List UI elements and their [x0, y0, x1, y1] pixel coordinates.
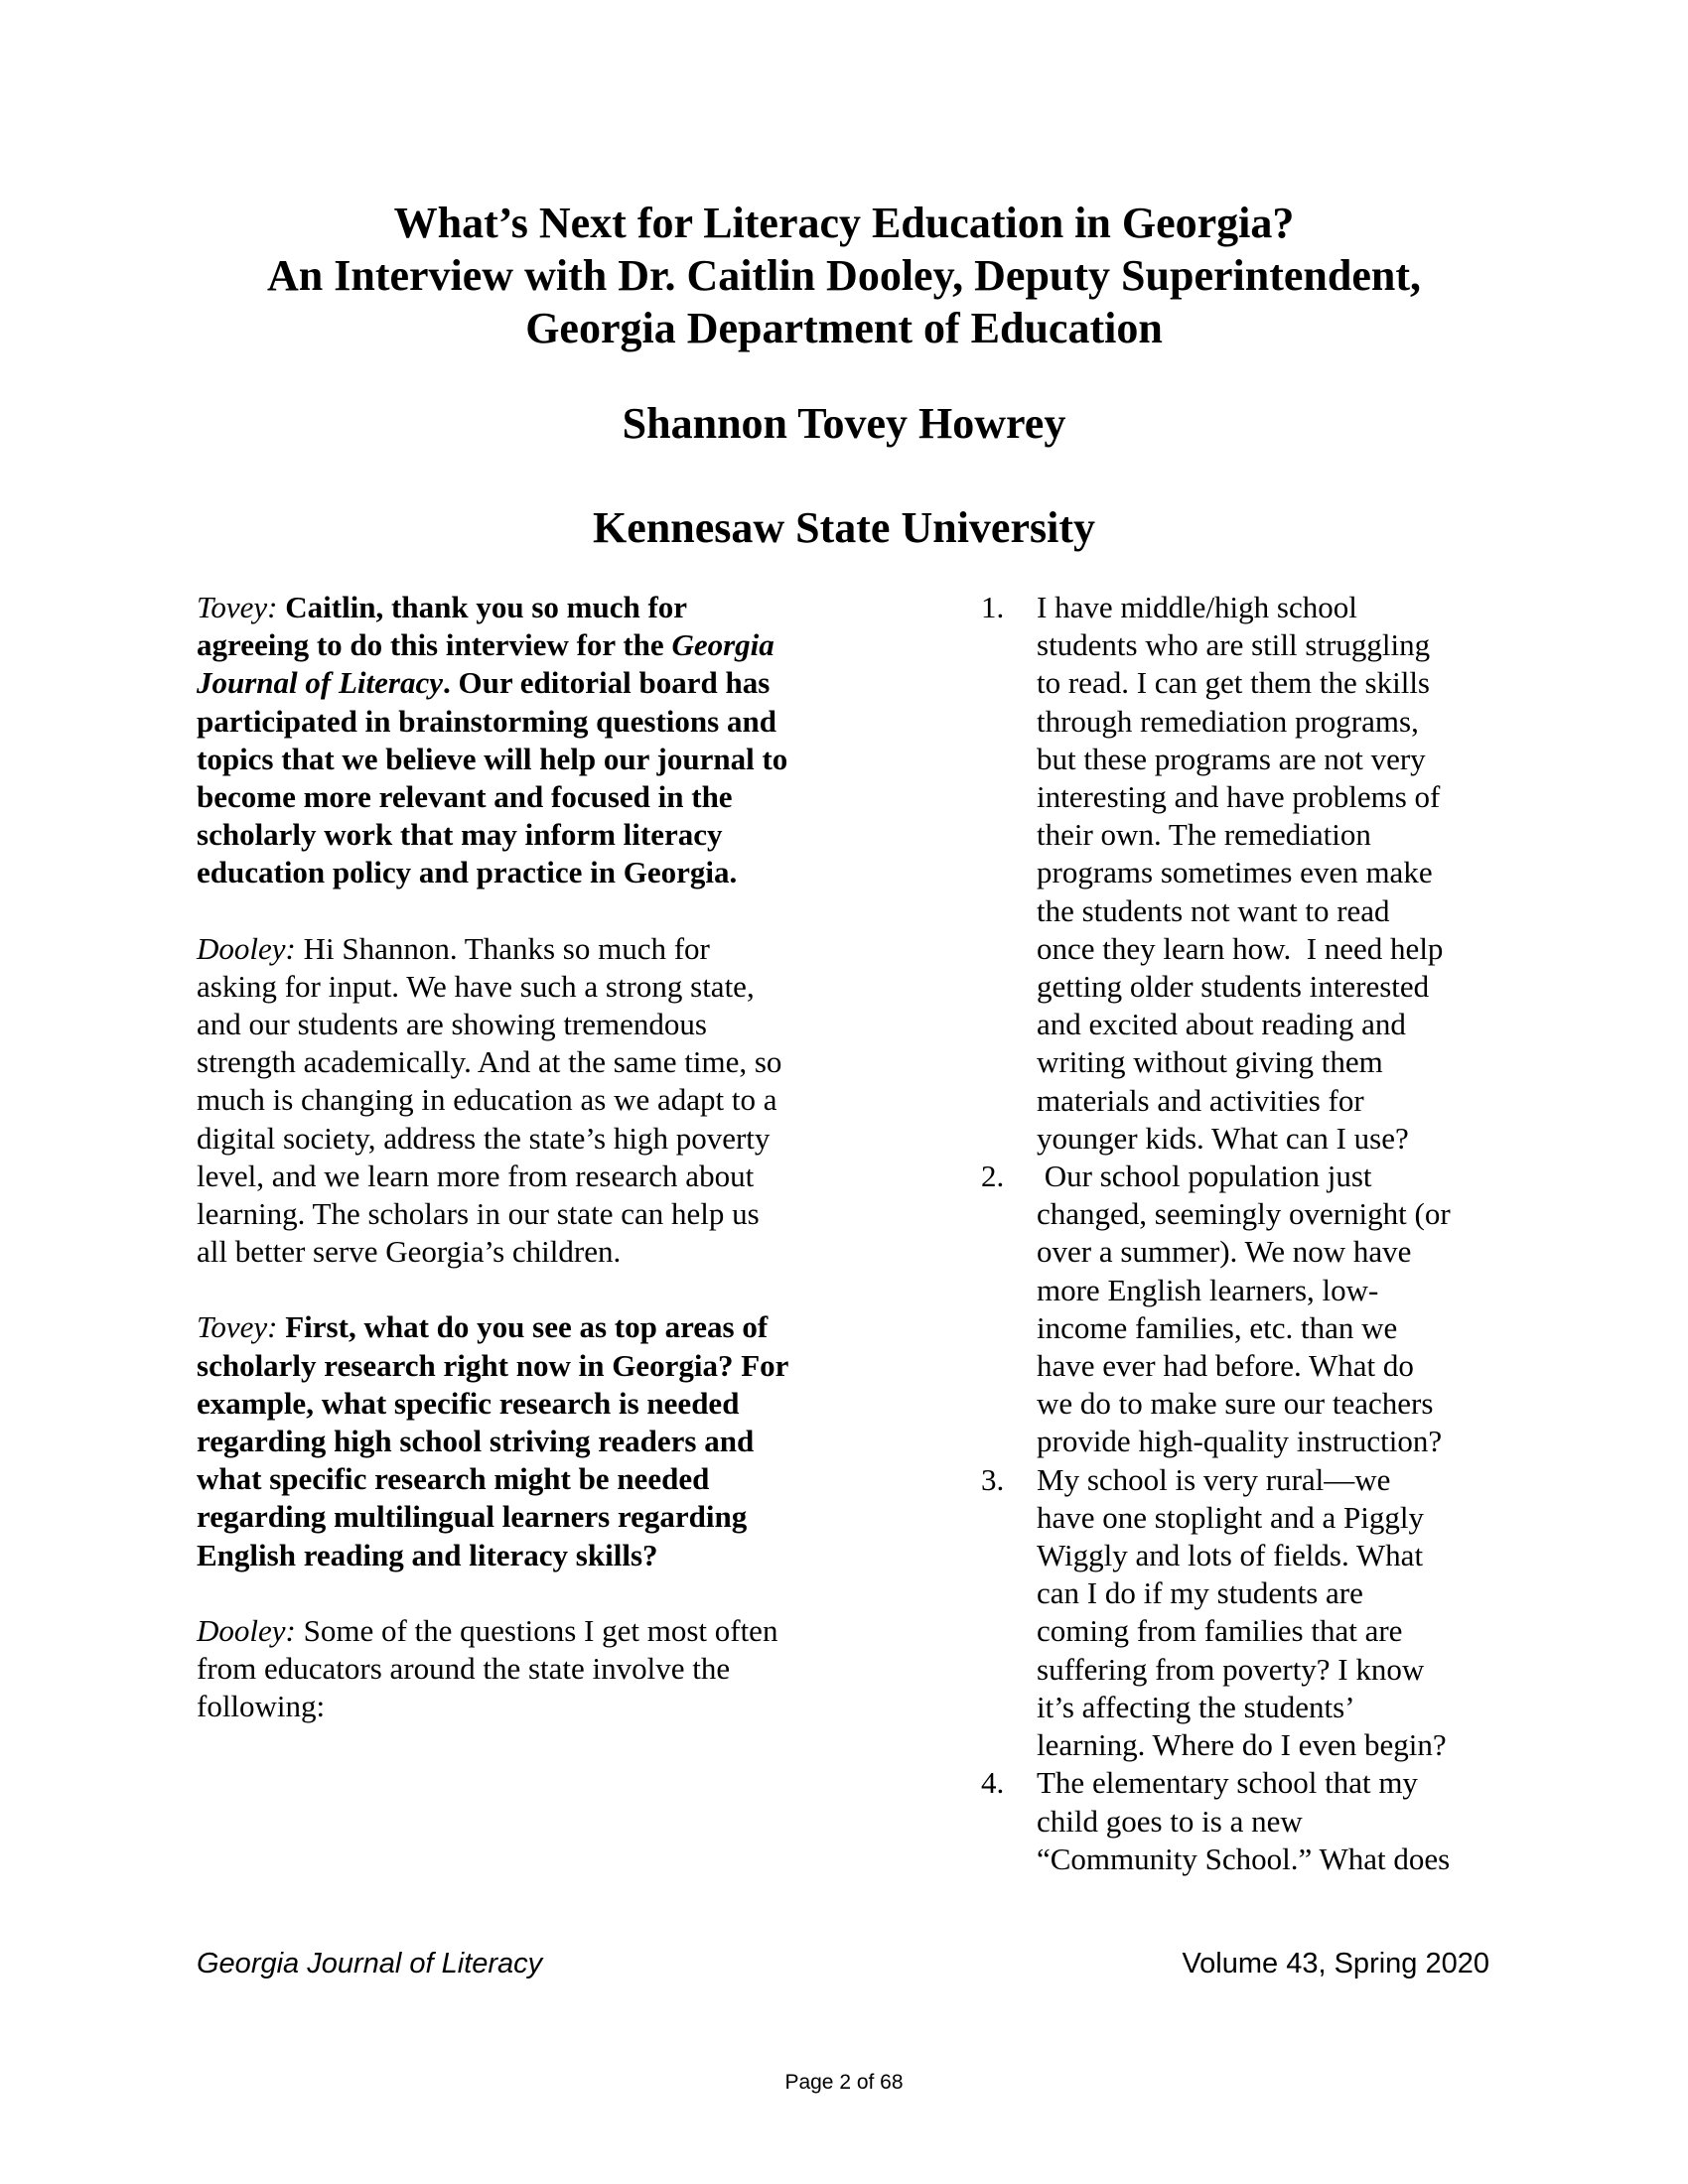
list-number: 1.: [981, 590, 1005, 624]
list-line: programs sometimes even make: [1037, 855, 1433, 890]
list-line: The elementary school that my: [1037, 1765, 1418, 1801]
speaker-label: Dooley:: [197, 930, 296, 966]
educator-questions-list: [973, 589, 1509, 1878]
list-line: coming from families that are: [1037, 1613, 1403, 1649]
list-item-4: [973, 1764, 1509, 1878]
title-line-3: Georgia Department of Education: [525, 304, 1163, 352]
list-line: over a summer). We now have: [1037, 1234, 1412, 1270]
list-line: provide high-quality instruction?: [1037, 1424, 1443, 1459]
list-number: 2.: [981, 1159, 1005, 1194]
speaker-label: Tovey:: [197, 590, 278, 624]
list-line: through remediation programs,: [1037, 703, 1419, 739]
list-line: My school is very rural—we: [1037, 1461, 1391, 1497]
list-line: interesting and have problems of: [1037, 779, 1441, 815]
list-number: 3.: [981, 1461, 1005, 1497]
speaker-label: Dooley:: [197, 1612, 296, 1648]
list-line: have one stoplight and a Piggly: [1037, 1499, 1425, 1535]
right-column: [973, 589, 1509, 1878]
answer-text: Hi Shannon. Thanks so much for asking for input. We have such a strong state, and our students are showing tremendous strength academically. And at the same time, so much is changing in education as we adapt to a digital society, address the state’s high poverty level, and we learn more from research about learning. The scholars in our state can help us all better serve Georgia’s children.: [197, 930, 782, 1270]
list-line: getting older students interested: [1037, 969, 1430, 1005]
list-line: Our school population just: [1037, 1159, 1372, 1194]
journal-name: Georgia Journal of Literacy: [197, 627, 774, 701]
list-line: students who are still struggling: [1037, 627, 1431, 663]
list-line: have ever had before. What do: [1037, 1348, 1414, 1384]
list-line: the students not want to read: [1037, 892, 1390, 928]
list-line: writing without giving them: [1037, 1044, 1383, 1080]
author-name: Shannon Tovey Howrey: [622, 399, 1066, 448]
list-line: can I do if my students are: [1037, 1575, 1363, 1611]
list-item-1: [973, 589, 1509, 1158]
left-column: [197, 589, 792, 1763]
paragraph-tovey-intro: [197, 589, 792, 892]
question-text-part-b: . Our editorial board has participated in brainstorming questions and topics that we believe will help our journal to become more relevant and focused in the scholarly work that may inform literacy education policy and practice in Georgia.: [197, 665, 788, 890]
list-line: I have middle/high school: [1037, 590, 1357, 624]
paragraph-dooley-response: [197, 930, 792, 1272]
title-line-1: What’s Next for Literacy Education in Georgia?: [393, 199, 1295, 247]
list-line: income families, etc. than we: [1037, 1309, 1398, 1345]
list-line: once they learn how. I need help: [1037, 930, 1444, 966]
answer-text: Some of the questions I get most often from educators around the state involve the following:: [197, 1612, 778, 1724]
list-number: 4.: [981, 1765, 1005, 1801]
page-number: Page 2 of 68: [784, 2071, 904, 2094]
author-affiliation: Kennesaw State University: [593, 503, 1095, 552]
article-title: [149, 197, 1539, 354]
footer-volume: Volume 43, Spring 2020: [1182, 1948, 1489, 1979]
list-item-3: [973, 1461, 1509, 1765]
list-line: “Community School.” What does: [1037, 1841, 1451, 1876]
list-line: younger kids. What can I use?: [1037, 1120, 1409, 1156]
question-text-part-a: Caitlin, thank you so much for agreeing to do this interview for the: [197, 590, 687, 663]
speaker-label: Tovey:: [197, 1309, 278, 1345]
paragraph-tovey-question: [197, 1308, 792, 1573]
list-line: suffering from poverty? I know: [1037, 1651, 1425, 1687]
list-line: it’s affecting the students’: [1037, 1689, 1355, 1724]
footer-journal-name: Georgia Journal of Literacy: [197, 1948, 543, 1979]
list-line: learning. Where do I even begin?: [1037, 1727, 1447, 1763]
question-text: First, what do you see as top areas of scholarly research right now in Georgia? For example, what specific research is needed regarding high school striving readers and what specific research might be needed regarding multilingual learners regarding English reading and literacy skills?: [197, 1309, 788, 1572]
list-line: their own. The remediation: [1037, 817, 1371, 853]
list-line: but these programs are not very: [1037, 741, 1426, 776]
list-line: more English learners, low-: [1037, 1272, 1379, 1307]
title-line-2: An Interview with Dr. Caitlin Dooley, Deputy Superintendent,: [267, 251, 1421, 300]
list-line: child goes to is a new: [1037, 1803, 1303, 1839]
list-line: materials and activities for: [1037, 1082, 1364, 1118]
list-line: Wiggly and lots of fields. What: [1037, 1538, 1424, 1573]
list-line: to read. I can get them the skills: [1037, 665, 1430, 701]
list-line: we do to make sure our teachers: [1037, 1386, 1434, 1422]
list-item-2: [973, 1158, 1509, 1461]
paragraph-dooley-answer: [197, 1612, 792, 1726]
list-line: and excited about reading and: [1037, 1007, 1406, 1042]
list-line: changed, seemingly overnight (or: [1037, 1196, 1451, 1232]
